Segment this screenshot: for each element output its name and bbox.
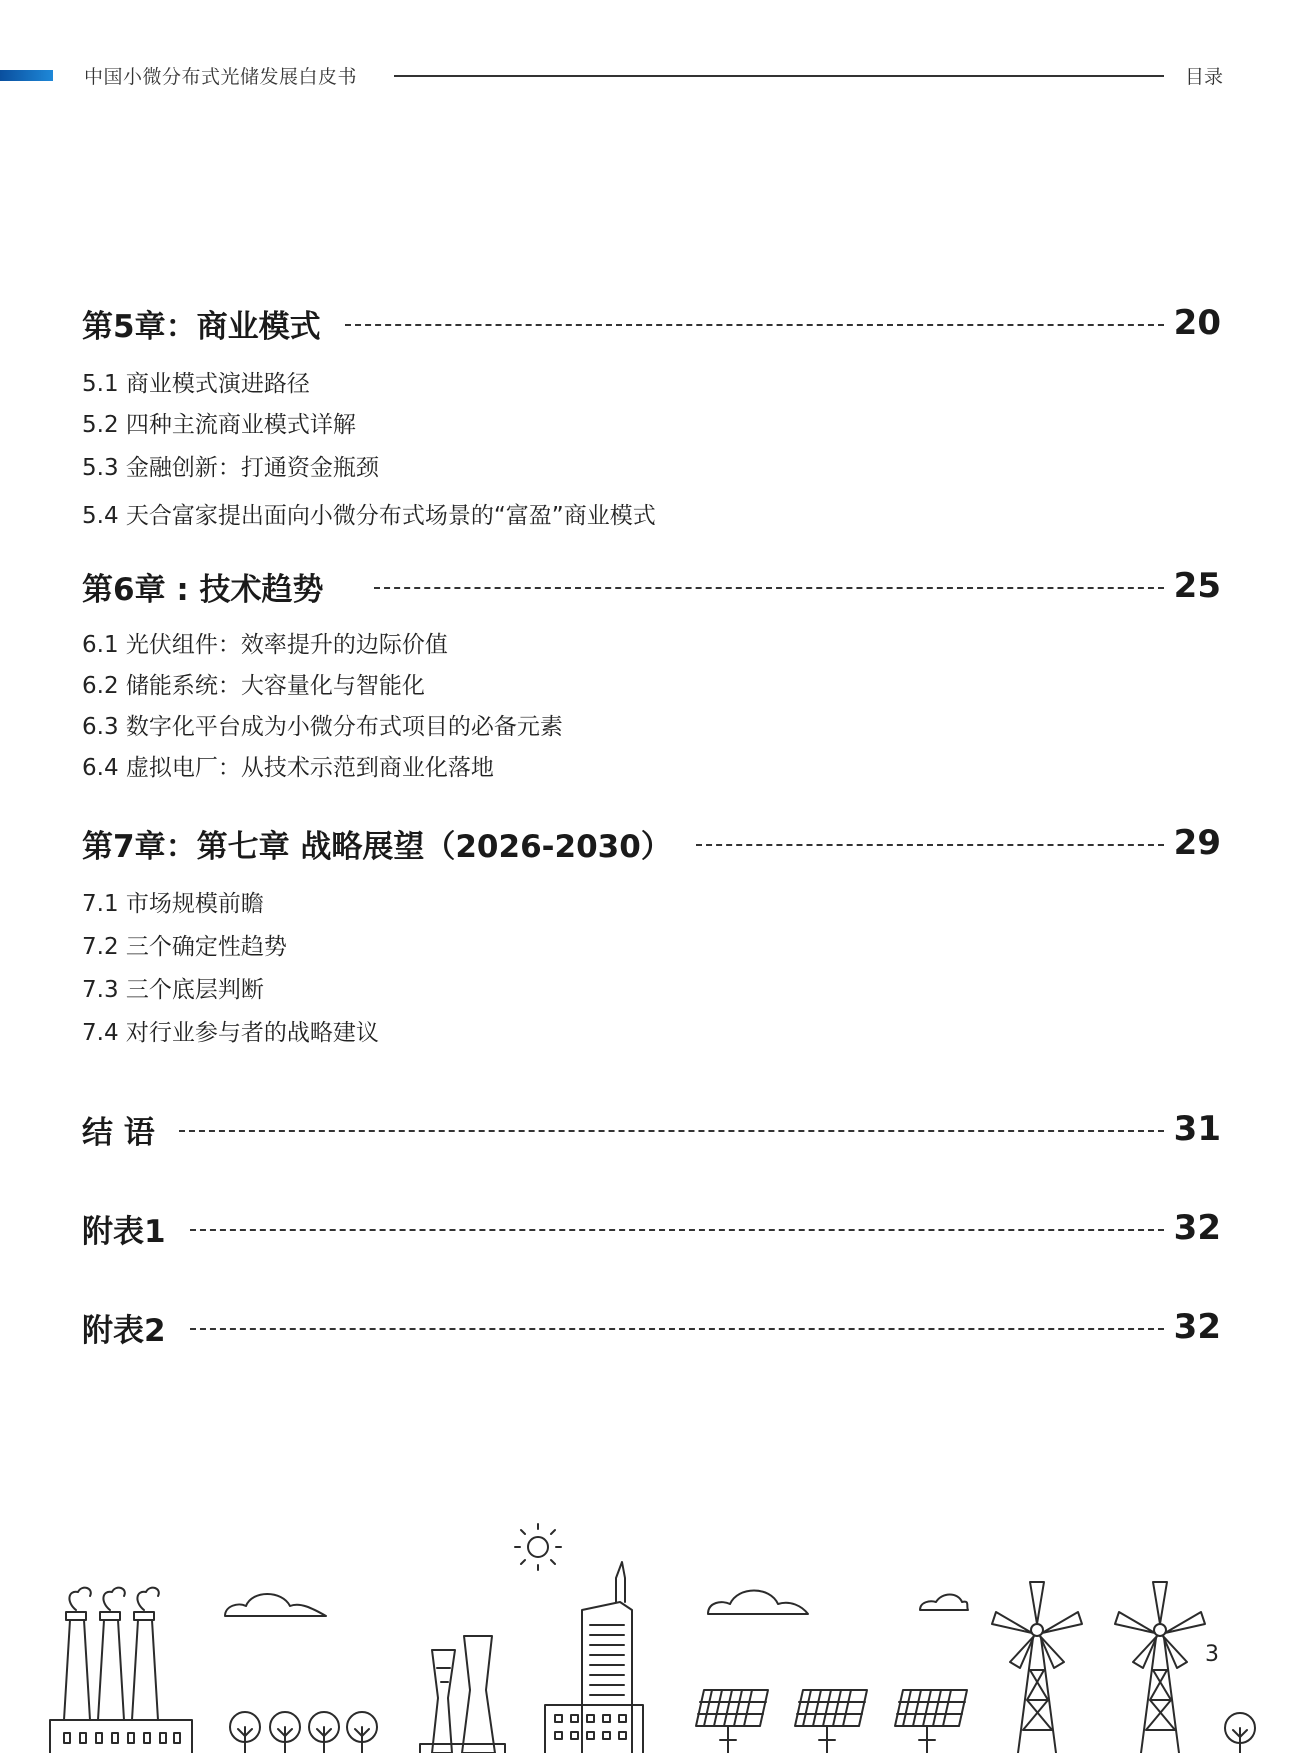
solar-panel-icon [795, 1690, 867, 1753]
dot-leader [345, 324, 1164, 326]
toc-conclusion[interactable] [82, 1107, 1221, 1151]
factory-icon [50, 1588, 192, 1753]
chapter-page-number: 25 [1173, 566, 1221, 606]
wind-turbine-icon [992, 1582, 1082, 1753]
dot-leader [374, 587, 1164, 589]
toc-section-7-1[interactable]: 7.1 市场规模前瞻 [82, 891, 264, 917]
toc-chapter-5[interactable] [82, 301, 1221, 345]
toc-section-5-3[interactable]: 5.3 金融创新：打通资金瓶颈 [82, 455, 379, 481]
section-label: 目录 [1185, 66, 1224, 88]
chapter-title: 结 语 [82, 1114, 155, 1151]
chapter-page-number: 32 [1173, 1307, 1221, 1347]
toc-appendix-2[interactable] [82, 1305, 1221, 1349]
toc-section-5-1[interactable]: 5.1 商业模式演进路径 [82, 371, 310, 397]
chapter-title: 附表1 [82, 1213, 166, 1250]
chapter-page-number: 29 [1173, 823, 1221, 863]
cooling-tower-icon [420, 1636, 505, 1753]
document-title: 中国小微分布式光储发展白皮书 [84, 66, 358, 88]
toc-section-7-4[interactable]: 7.4 对行业参与者的战略建议 [82, 1020, 379, 1046]
header-accent-bar [0, 70, 53, 81]
chapter-title: 第5章：商业模式 [82, 308, 321, 345]
toc-section-7-3[interactable]: 7.3 三个底层判断 [82, 977, 264, 1003]
cloud-icon [225, 1594, 326, 1616]
chapter-page-number: 20 [1173, 303, 1221, 343]
toc-section-6-4[interactable]: 6.4 虚拟电厂：从技术示范到商业化落地 [82, 755, 494, 781]
dot-leader [190, 1328, 1164, 1330]
toc-section-6-2[interactable]: 6.2 储能系统：大容量化与智能化 [82, 673, 425, 699]
chapter-title: 第6章 : 技术趋势 [82, 571, 324, 608]
dot-leader [696, 844, 1164, 846]
chapter-page-number: 32 [1173, 1208, 1221, 1248]
dot-leader [179, 1130, 1164, 1132]
tree-icon [1225, 1713, 1255, 1753]
toc-section-7-2[interactable]: 7.2 三个确定性趋势 [82, 934, 287, 960]
toc-section-5-2[interactable]: 5.2 四种主流商业模式详解 [82, 412, 356, 438]
cloud-icon [708, 1591, 808, 1615]
header-rule [394, 75, 1164, 77]
toc-appendix-1[interactable] [82, 1206, 1221, 1250]
chapter-title: 第7章：第七章 战略展望（2026-2030） [82, 828, 672, 865]
building-icon [545, 1562, 643, 1753]
wind-turbine-icon [1115, 1582, 1205, 1753]
dot-leader [190, 1229, 1164, 1231]
page-number: 3 [1205, 1642, 1219, 1667]
toc-section-6-3[interactable]: 6.3 数字化平台成为小微分布式项目的必备元素 [82, 714, 563, 740]
toc-chapter-6[interactable] [82, 564, 1221, 608]
chapter-title: 附表2 [82, 1312, 166, 1349]
toc-section-5-4[interactable]: 5.4 天合富家提出面向小微分布式场景的“富盈”商业模式 [82, 503, 656, 529]
solar-panel-icon [696, 1690, 768, 1753]
chapter-page-number: 31 [1173, 1109, 1221, 1149]
sun-icon [515, 1524, 561, 1570]
cloud-icon [920, 1595, 968, 1611]
tree-icon [230, 1712, 377, 1753]
toc-chapter-7[interactable] [82, 821, 1221, 865]
solar-panel-icon [895, 1690, 967, 1753]
energy-landscape-illustration [0, 1450, 1307, 1753]
toc-section-6-1[interactable]: 6.1 光伏组件：效率提升的边际价值 [82, 632, 448, 658]
